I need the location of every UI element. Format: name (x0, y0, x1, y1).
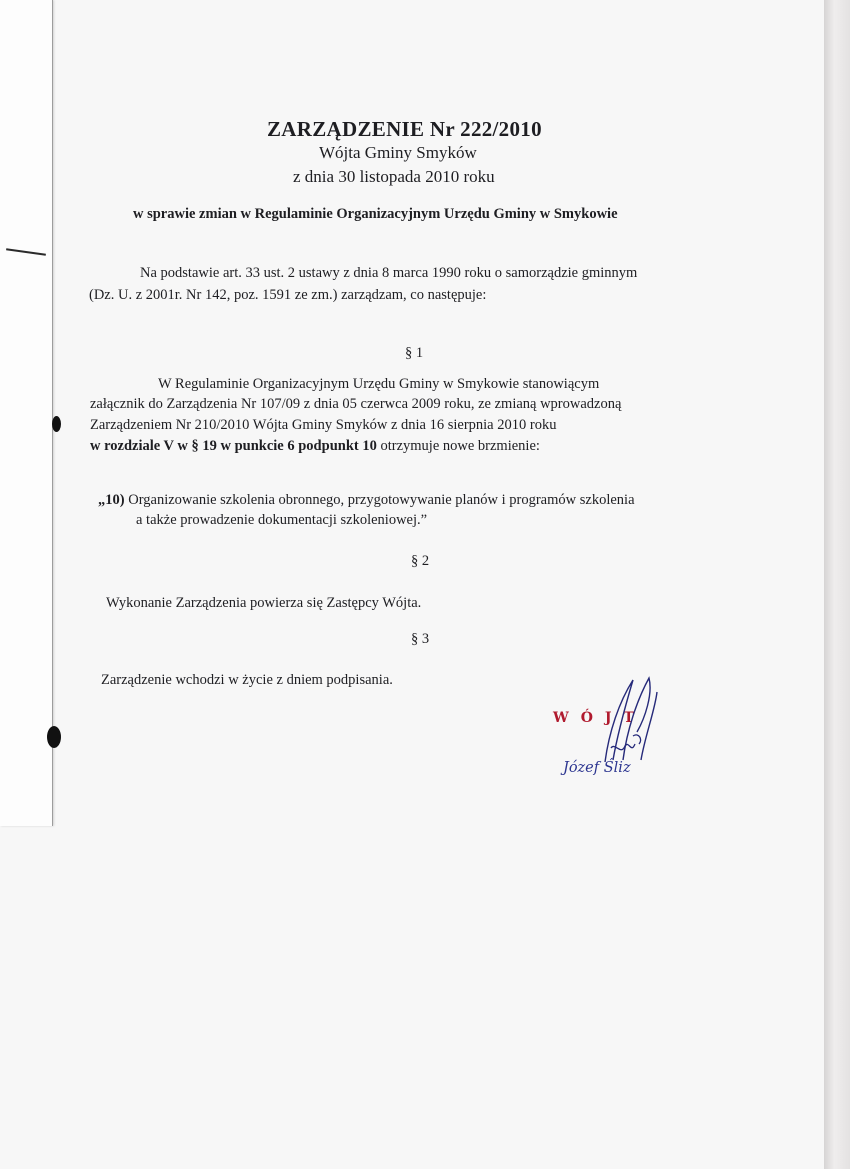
punch-hole-top (52, 416, 61, 432)
page-edge (824, 0, 850, 1169)
stamp-title: WÓJT (553, 710, 646, 726)
section-1-line-2: załącznik do Zarządzenia Nr 107/09 z dnia 05 czerwca 2009 roku, ze zmianą wprowadzoną (90, 396, 622, 412)
ordinance-title: ZARZĄDZENIE Nr 222/2010 (267, 117, 542, 141)
section-3-text: Zarządzenie wchodzi w życie z dniem podpisania. (101, 672, 393, 688)
margin-mark (6, 248, 46, 256)
quote-line-2: a także prowadzenie dokumentacji szkoleniowej.” (136, 512, 428, 528)
section-1-line-3: Zarządzeniem Nr 210/2010 Wójta Gminy Smyków z dnia 16 sierpnia 2010 roku (90, 417, 557, 433)
handwritten-signature (575, 672, 685, 772)
quote-text-1: Organizowanie szkolenia obronnego, przygotowywanie planów i programów szkolenia (128, 492, 635, 508)
quote-marker: „10) (98, 492, 125, 508)
section-3-heading: § 3 (411, 631, 430, 647)
section-2-text: Wykonanie Zarządzenia powierza się Zastępcy Wójta. (106, 595, 422, 611)
signature-strokes (605, 678, 657, 762)
issuing-authority: Wójta Gminy Smyków (319, 143, 477, 162)
section-2-heading: § 2 (411, 553, 430, 569)
section-1-amended-provision: w rozdziale V w § 19 w punkcie 6 podpunkt 10 (90, 438, 377, 454)
legal-basis-line-1: Na podstawie art. 33 ust. 2 ustawy z dnia 8 marca 1990 roku o samorządzie gminnym (140, 265, 638, 281)
ordinance-subject: w sprawie zmian w Regulaminie Organizacyjnym Urzędu Gminy w Smykowie (133, 206, 618, 222)
section-1-line-4 (90, 439, 540, 454)
signatory-name: Józef Śliz (563, 760, 631, 776)
binding-margin-strip (0, 0, 53, 826)
section-1-heading: § 1 (405, 345, 424, 361)
punch-hole-bottom (47, 726, 61, 748)
ordinance-date: z dnia 30 listopada 2010 roku (293, 167, 495, 186)
quote-line-1 (98, 493, 635, 508)
legal-basis-line-2: (Dz. U. z 2001r. Nr 142, poz. 1591 ze zm.) zarządzam, co następuje: (89, 287, 487, 303)
section-1-line-4-rest: otrzymuje nowe brzmienie: (380, 438, 540, 454)
section-1-line-1: W Regulaminie Organizacyjnym Urzędu Gminy w Smykowie stanowiącym (158, 376, 600, 392)
